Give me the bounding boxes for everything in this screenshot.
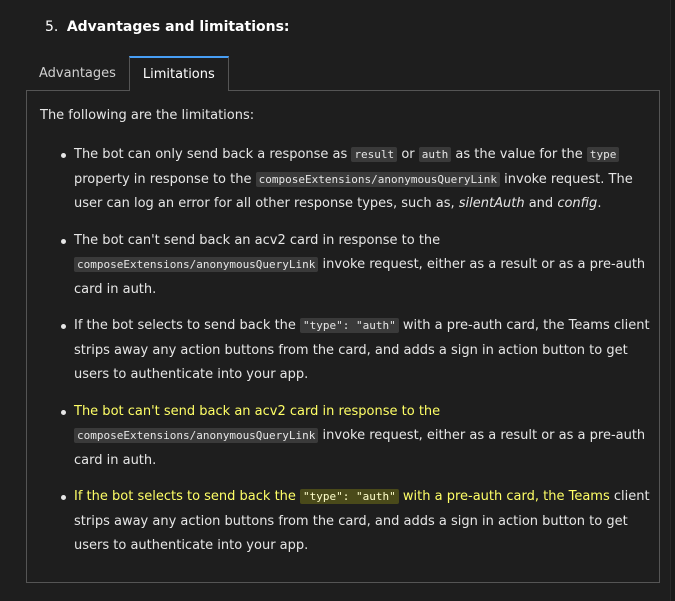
inline-code: composeExtensions/anonymousQueryLink	[74, 257, 318, 272]
tab-limitations[interactable]: Limitations	[129, 56, 229, 91]
emphasis: silentAuth	[458, 196, 525, 211]
emphasis: config	[557, 196, 598, 211]
list-item-highlighted: The bot can't send back an acv2 card in response to the composeExtensions/anonymousQueryLink invoke request, either as a result or as a pre-auth card in auth.	[74, 400, 664, 474]
step-title: Advantages and limitations:	[66, 19, 290, 35]
highlighted-text: If the bot selects to send back the	[74, 489, 301, 504]
list-item: If the bot selects to send back the "type": "auth" with a pre-auth card, the Teams client strips away any action buttons from the card, and adds a sign in action button to get users to authenticate into your app.	[74, 314, 664, 388]
inline-code: result	[351, 147, 397, 162]
limitations-intro: The following are the limitations:	[40, 108, 255, 123]
step-heading	[45, 18, 290, 36]
list-item: The bot can't send back an acv2 card in response to the composeExtensions/anonymousQueryLink invoke request, either as a result or as a pre-auth card in auth.	[74, 229, 664, 303]
tab-advantages[interactable]: Advantages	[39, 66, 116, 81]
list-item: The bot can only send back a response as result or auth as the value for the type property in response to the composeExtensions/anonymousQueryLink invoke request. The user can log an error for all other response types, such as, silentAuth and config.	[74, 143, 664, 217]
list-item-highlighted: If the bot selects to send back the "type": "auth" with a pre-auth card, the Teams client strips away any action buttons from the card, and adds a sign in action button to get users to authenticate into your app.	[74, 485, 664, 559]
step-number: 5.	[45, 19, 59, 35]
inline-code: type	[587, 147, 620, 162]
limitations-list	[55, 143, 664, 571]
tab-list	[26, 56, 229, 91]
inline-code: composeExtensions/anonymousQueryLink	[74, 428, 318, 443]
inline-code: auth	[419, 147, 452, 162]
highlighted-text: with a pre-auth card, the Teams	[398, 489, 610, 504]
limitations-tab-panel	[26, 90, 660, 583]
highlighted-text: The bot can't send back an acv2 card in response to the	[74, 403, 441, 419]
inline-code-highlighted: "type": "auth"	[300, 489, 399, 504]
inline-code: "type": "auth"	[300, 318, 399, 333]
inline-code: composeExtensions/anonymousQueryLink	[256, 172, 500, 187]
